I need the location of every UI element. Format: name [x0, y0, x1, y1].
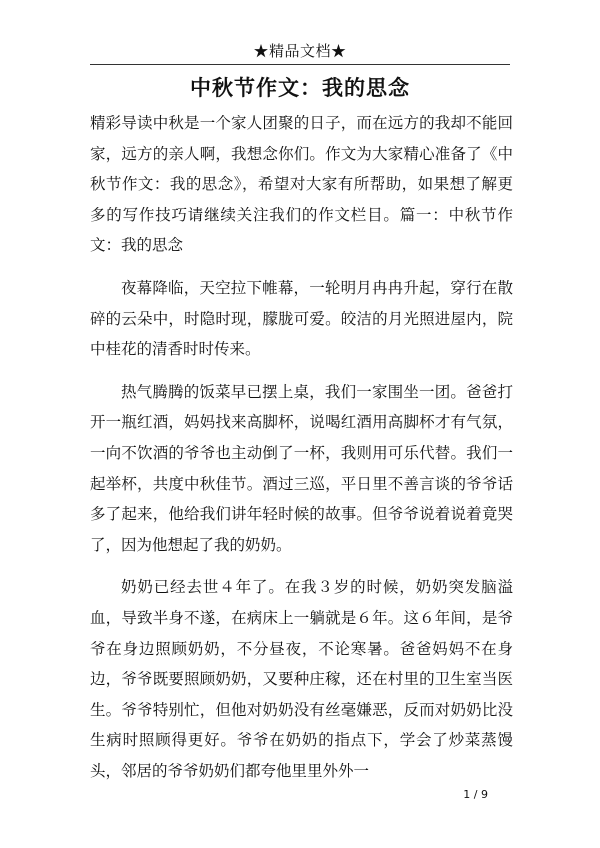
document-body [90, 108, 513, 786]
header-divider [90, 64, 510, 65]
page-header: ★精品文档★ [253, 42, 347, 60]
document-title: 中秋节作文：我的思念 [190, 75, 410, 100]
paragraph: 精彩导读中秋是一个家人团聚的日子，而在远方的我却不能回家，远方的亲人啊，我想念你们。作文为大家精心准备了《中秋节作文：我的思念》，希望对大家有所帮助，如果想了解更多的写作技巧请继续关注我们的作文栏目。篇一：中秋节作文：我的思念 [90, 114, 513, 255]
page-number: 1 / 9 [463, 788, 488, 801]
paragraph: 热气腾腾的饭菜早已摆上桌，我们一家围坐一团。爸爸打开一瓶红酒，妈妈找来高脚杯，说喝红酒用高脚杯才有气氛，一向不饮酒的爷爷也主动倒了一杯，我则用可乐代替。我们一起举杯，共度中秋佳节。酒过三巡，平日里不善言谈的爷爷话多了起来，他给我们讲年轻时候的故事。但爷爷说着说着竟哭了，因为他想起了我的奶奶。 [90, 382, 513, 554]
paragraph: 奶奶已经去世４年了。在我３岁的时候，奶奶突发脑溢血，导致半身不遂，在病床上一躺就是６年。这６年间，是爷爷在身边照顾奶奶，不分昼夜，不论寒暑。爸爸妈妈不在身边，爷爷既要照顾奶奶，又要种庄稼，还在村里的卫生室当医生。爷爷特别忙，但他对奶奶没有丝毫嫌恶，反而对奶奶比没生病时照顾得更好。爷爷在奶奶的指点下，学会了炒菜蒸馒头，邻居的爷爷奶奶们都夸他里里外外一 [90, 578, 513, 780]
paragraph: 夜幕降临，天空拉下帷幕，一轮明月冉冉升起，穿行在散碎的云朵中，时隐时现，朦胧可爱。皎洁的月光照进屋内，院中桂花的清香时时传来。 [90, 278, 513, 359]
